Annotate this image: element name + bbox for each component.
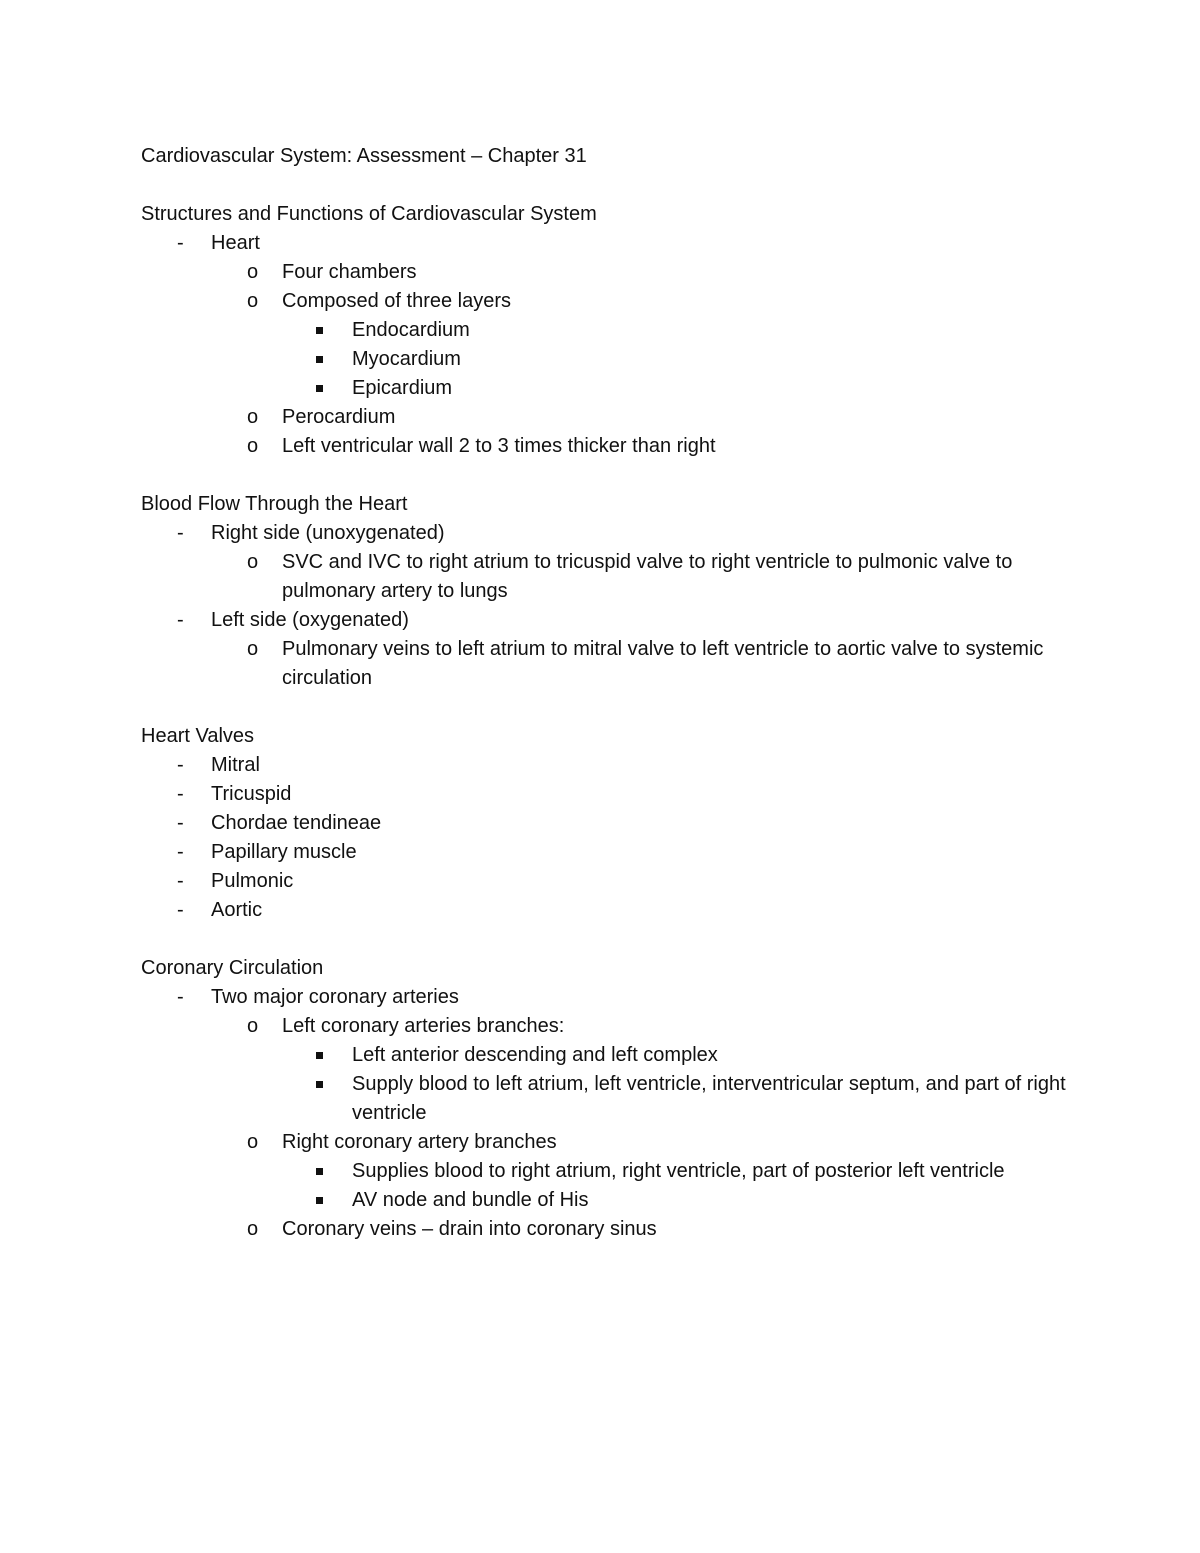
list-item-text: Myocardium <box>352 348 461 370</box>
circle-bullet: o <box>247 1218 259 1240</box>
list-item-text: Tricuspid <box>211 783 292 805</box>
list-item-text: Papillary muscle <box>211 841 357 863</box>
dash-bullet: - <box>177 783 184 805</box>
list-item <box>141 780 1071 809</box>
list-item <box>141 1128 1071 1157</box>
list-item-text: Left anterior descending and left complex <box>352 1044 718 1066</box>
list-item <box>141 838 1071 867</box>
list-item <box>141 1215 1071 1244</box>
list-item <box>141 606 1071 635</box>
list-item <box>141 316 1071 345</box>
list-item-text: Two major coronary arteries <box>211 986 459 1008</box>
document-body <box>141 142 1071 1244</box>
dash-bullet: - <box>177 841 184 863</box>
square-bullet-icon <box>316 1052 323 1059</box>
list-item <box>141 374 1071 403</box>
list-item-text: Coronary veins – drain into coronary sinus <box>282 1218 657 1240</box>
dash-bullet: - <box>177 232 184 254</box>
circle-bullet: o <box>247 435 259 457</box>
circle-bullet: o <box>247 261 259 283</box>
square-bullet-icon <box>316 356 323 363</box>
list-item-text: Four chambers <box>282 261 417 283</box>
list-item <box>141 548 1071 606</box>
dash-bullet: - <box>177 522 184 544</box>
section-heading: Structures and Functions of Cardiovascular System <box>141 203 597 225</box>
dash-bullet: - <box>177 812 184 834</box>
circle-bullet: o <box>247 1131 259 1153</box>
section-structures <box>141 200 1071 461</box>
list-item <box>141 1012 1071 1041</box>
list-item <box>141 896 1071 925</box>
square-bullet-icon <box>316 1081 323 1088</box>
section-heading: Coronary Circulation <box>141 957 324 979</box>
dash-bullet: - <box>177 609 184 631</box>
list-item-text: Chordae tendineae <box>211 812 382 834</box>
list-item <box>141 635 1071 693</box>
list-item-text: Perocardium <box>282 406 396 428</box>
list-item <box>141 519 1071 548</box>
square-bullet-icon <box>316 1168 323 1175</box>
list-item-text: Left ventricular wall 2 to 3 times thicker than right <box>282 435 716 457</box>
list-item <box>141 287 1071 316</box>
list-item-text: Epicardium <box>352 377 453 399</box>
circle-bullet: o <box>247 406 259 428</box>
list-item <box>141 867 1071 896</box>
list-item <box>141 1157 1071 1186</box>
dash-bullet: - <box>177 899 184 921</box>
dash-bullet: - <box>177 986 184 1008</box>
list-item-text: Heart <box>211 232 260 254</box>
list-item-text: Composed of three layers <box>282 290 512 312</box>
circle-bullet: o <box>247 1015 259 1037</box>
section-heart-valves <box>141 722 1071 925</box>
section-heading: Blood Flow Through the Heart <box>141 493 408 515</box>
list-item-text: Supplies blood to right atrium, right ventricle, part of posterior left ventricle <box>352 1160 1005 1182</box>
list-item-text: SVC and IVC to right atrium to tricuspid valve to right ventricle to pulmonic valve to pulmonary artery to lungs <box>282 551 1013 602</box>
list-item-text: Aortic <box>211 899 263 921</box>
list-item-text: Left side (oxygenated) <box>211 609 409 631</box>
list-item-text: Pulmonary veins to left atrium to mitral valve to left ventricle to aortic valve to systemic circulation <box>282 638 1044 689</box>
list-item <box>141 1070 1071 1128</box>
list-item-text: Mitral <box>211 754 260 776</box>
list-item-text: Supply blood to left atrium, left ventricle, interventricular septum, and part of right ventricle <box>352 1073 1066 1124</box>
list-item <box>141 345 1071 374</box>
dash-bullet: - <box>177 870 184 892</box>
list-item-text: Right coronary artery branches <box>282 1131 557 1153</box>
circle-bullet: o <box>247 290 259 312</box>
list-item <box>141 403 1071 432</box>
dash-bullet: - <box>177 754 184 776</box>
square-bullet-icon <box>316 327 323 334</box>
list-item <box>141 1041 1071 1070</box>
list-item-text: Endocardium <box>352 319 470 341</box>
list-item <box>141 258 1071 287</box>
circle-bullet: o <box>247 551 259 573</box>
list-item <box>141 229 1071 258</box>
section-coronary-circulation <box>141 954 1071 1244</box>
list-item-text: Left coronary arteries branches: <box>282 1015 565 1037</box>
list-item-text: Pulmonic <box>211 870 294 892</box>
list-item <box>141 751 1071 780</box>
list-item-text: AV node and bundle of His <box>352 1189 589 1211</box>
list-item <box>141 432 1071 461</box>
list-item-text: Right side (unoxygenated) <box>211 522 445 544</box>
section-blood-flow <box>141 490 1071 693</box>
list-item <box>141 983 1071 1012</box>
list-item <box>141 809 1071 838</box>
document-title: Cardiovascular System: Assessment – Chapter 31 <box>141 145 587 167</box>
circle-bullet: o <box>247 638 259 660</box>
section-heading: Heart Valves <box>141 725 255 747</box>
square-bullet-icon <box>316 385 323 392</box>
list-item <box>141 1186 1071 1215</box>
square-bullet-icon <box>316 1197 323 1204</box>
